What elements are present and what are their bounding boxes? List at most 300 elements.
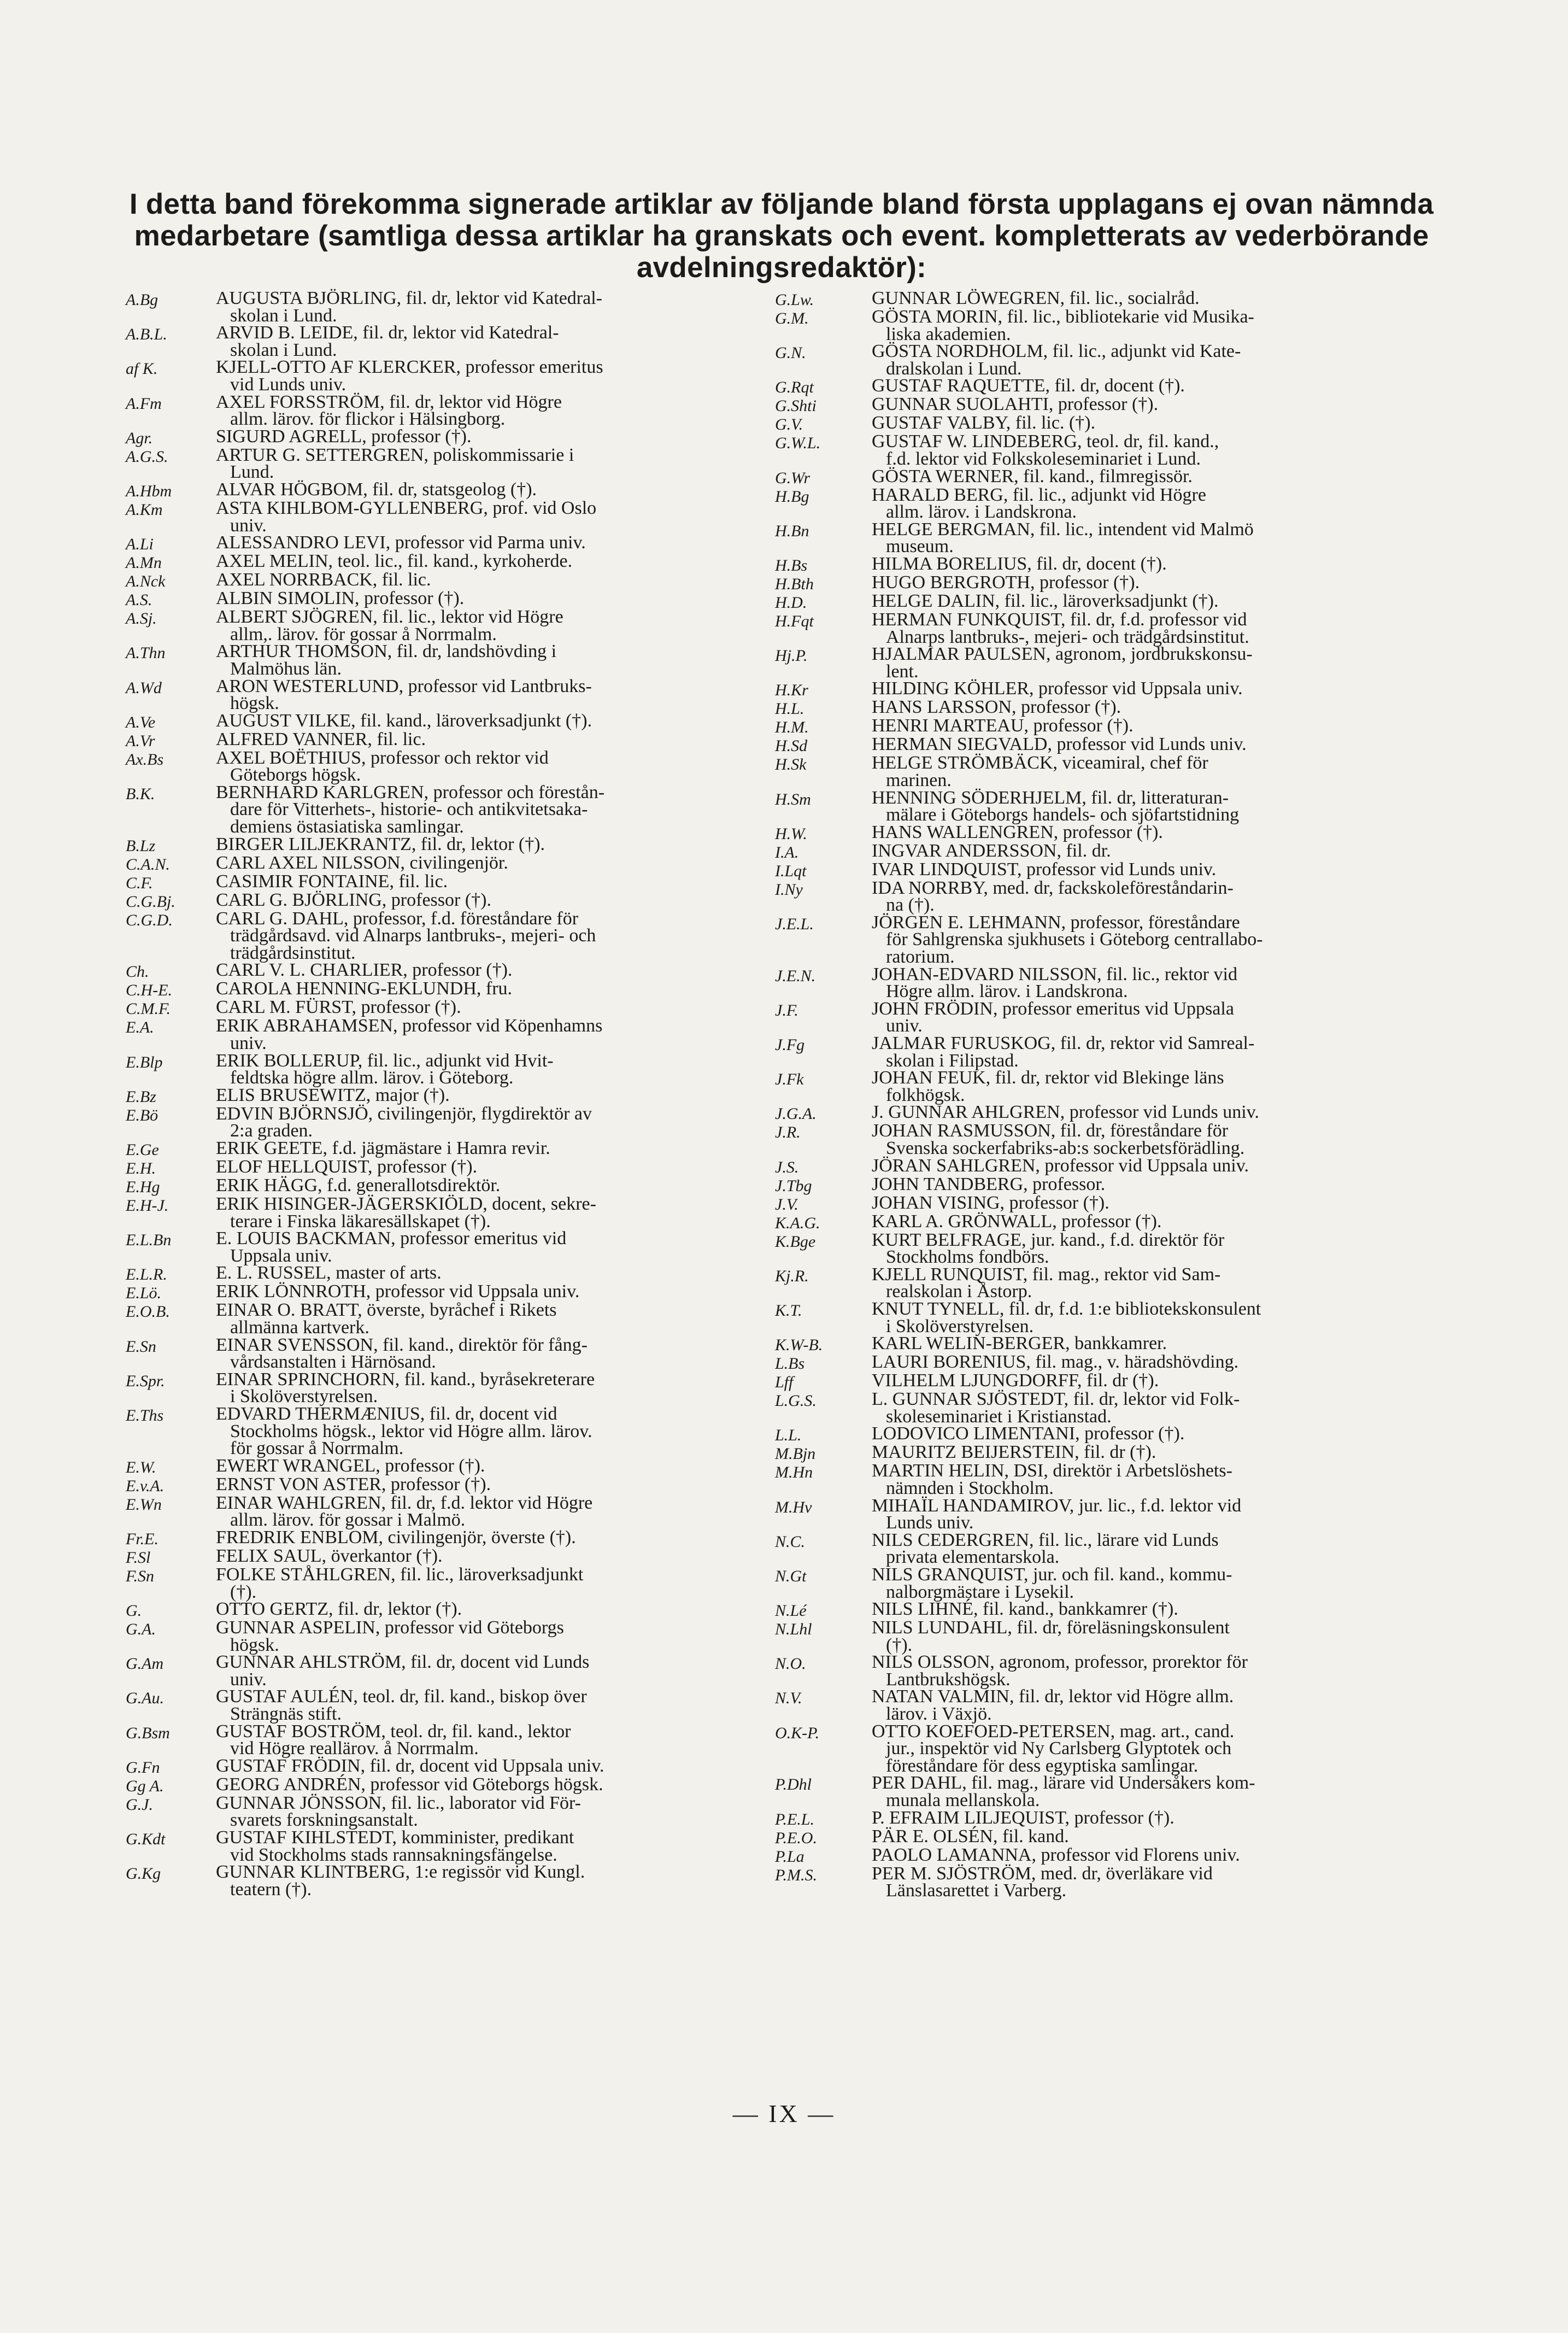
contributor-entry (126, 678, 749, 712)
header-line-2: medarbetare (samtliga dessa artiklar ha granskats och event. kompletterats av vederbörande (134, 220, 1429, 252)
description-line: dare för Vitterhets-, historie- och antikvitetsaka- (230, 799, 588, 820)
description-line: HARALD BERG, fil. lic., adjunkt vid Högre (872, 484, 1206, 505)
contributor-description (216, 391, 749, 430)
contributor-description (216, 497, 749, 536)
contributor-entry (126, 1195, 749, 1230)
header-line-1: I detta band förekomma signerade artiklar av följande bland första upplagans ej ovan nämnda (129, 188, 1434, 220)
contributor-description (872, 824, 1453, 841)
signature-abbreviation: E.W. (126, 1458, 156, 1476)
description-line: allm. lärov. för gossar i Malmö. (230, 1510, 466, 1531)
contributor-entry (775, 680, 1453, 699)
description-line: allmänna kartverk. (230, 1317, 369, 1338)
signature-abbreviation: Gg A. (126, 1777, 164, 1795)
description-line: AXEL NORRBACK, fil. lic. (216, 570, 431, 590)
description-line: GUSTAF KIHLSTEDT, komminister, predikant (216, 1827, 574, 1848)
contributor-entry (126, 749, 749, 784)
signature-abbreviation: E.Wn (126, 1495, 162, 1514)
contributor-entry (126, 359, 749, 393)
description-line: VILHELM LJUNGDORFF, fil. dr (†). (872, 1370, 1159, 1391)
contributor-entry (775, 1335, 1453, 1353)
contributor-description (872, 1157, 1453, 1175)
signature-abbreviation: A.Ve (126, 713, 156, 731)
contributor-description (216, 1283, 749, 1300)
contributor-entry (126, 1494, 749, 1529)
contributor-description (216, 590, 749, 607)
contributor-entry (126, 1776, 749, 1795)
description-line: JÖRGEN E. LEHMANN, professor, föreståndare (872, 912, 1240, 933)
contributor-description (216, 1757, 749, 1775)
description-line: AXEL MELIN, teol. lic., fil. kand., kyrkoherde. (216, 551, 573, 572)
contributor-description (872, 646, 1453, 680)
contributor-entry (775, 914, 1453, 966)
description-line: PAOLO LAMANNA, professor vid Florens univ. (872, 1844, 1240, 1865)
contributor-entry (126, 1529, 749, 1547)
signature-abbreviation: G.Lw. (775, 291, 814, 309)
description-line: CARL G. BJÖRLING, professor (†). (216, 889, 491, 910)
contributor-description (216, 1686, 749, 1725)
contributor-description (872, 1462, 1453, 1497)
contributor-description (872, 699, 1453, 716)
signature-abbreviation: G.A. (126, 1620, 156, 1639)
description-line: ARTHUR THOMSON, fil. dr, landshövding i (216, 641, 557, 662)
description-line: univ. (886, 1016, 923, 1036)
description-line: ERIK ABRAHAMSEN, professor vid Köpenhamns (216, 1016, 603, 1036)
description-line: LAURI BORENIUS, fil. mag., v. häradshövding. (872, 1352, 1239, 1373)
contributor-entry (775, 1000, 1453, 1035)
description-line: trädgårdsavd. vid Alnarps lantbruks-, mejeri- och (230, 925, 596, 946)
signature-abbreviation: P.M.S. (775, 1866, 817, 1884)
contributor-entry (775, 699, 1453, 717)
contributor-description (872, 1300, 1453, 1335)
signature-abbreviation: E.Lö. (126, 1284, 162, 1303)
signature-abbreviation: E.Blp (126, 1053, 163, 1071)
signature-abbreviation: N.V. (775, 1689, 802, 1708)
description-line: univ. (230, 515, 267, 536)
signature-abbreviation: J.V. (775, 1195, 798, 1214)
contributor-entry (126, 571, 749, 590)
description-line: IDA NORRBY, med. dr, fackskoleföreståndarin- (872, 877, 1234, 898)
contributor-entry (775, 824, 1453, 842)
description-line: nalborgmästare i Lysekil. (886, 1581, 1074, 1602)
description-line: teatern (†). (230, 1879, 312, 1900)
contributor-description (872, 680, 1453, 697)
description-line: E. LOUIS BACKMAN, professor emeritus vid (216, 1228, 567, 1249)
contributor-description (216, 1087, 749, 1104)
contributor-description (216, 608, 749, 643)
description-line: EDVIN BJÖRNSJÖ, civilingenjör, flygdirektör av (216, 1103, 592, 1124)
signature-abbreviation: C.F. (126, 874, 153, 892)
description-line: skolan i Lund. (230, 339, 337, 360)
description-line: AUGUSTA BJÖRLING, fil. dr, lektor vid Katedral- (216, 288, 602, 308)
contributor-entry (126, 1371, 749, 1405)
contributor-entry (126, 1334, 749, 1373)
contributor-entry (775, 754, 1453, 789)
contributor-description (872, 1035, 1453, 1069)
contributor-entry (775, 877, 1453, 916)
description-line: HILMA BORELIUS, fil. dr, docent (†). (872, 553, 1167, 574)
description-line: P. EFRAIM LILJEQUIST, professor (†). (872, 1807, 1174, 1828)
contributor-description (872, 861, 1453, 878)
right-column (775, 290, 1453, 1900)
contributor-entry (126, 1264, 749, 1283)
signature-abbreviation: G.M. (775, 309, 809, 327)
description-line: KJELL RUNQUIST, fil. mag., rektor vid Sam- (872, 1264, 1221, 1285)
signature-abbreviation: N.O. (775, 1655, 806, 1673)
contributor-entry (126, 608, 749, 643)
description-line: GÖSTA NORDHOLM, fil. lic., adjunkt vid Kate- (872, 341, 1241, 362)
contributor-entry (775, 1213, 1453, 1232)
contributor-description (872, 1444, 1453, 1461)
page-number: — IX — (732, 2100, 836, 2127)
signature-abbreviation: A.Thn (126, 644, 166, 663)
description-line: KNUT TYNELL, fil. dr, f.d. 1:e bibliotekskonsulent (872, 1298, 1261, 1319)
description-line: SIGURD AGRELL, professor (†). (216, 426, 472, 447)
description-line: skolan i Filipstad. (886, 1050, 1019, 1071)
contributor-entry (775, 1122, 1453, 1157)
description-line: HJALMAR PAULSEN, agronom, jordbrukskonsu- (872, 644, 1253, 665)
signature-abbreviation: G.Kdt (126, 1830, 166, 1849)
description-line: allm. lärov. för flickor i Hälsingborg. (230, 409, 506, 430)
description-line: ALBIN SIMOLIN, professor (†). (216, 588, 465, 609)
contributor-description (216, 1105, 749, 1140)
contributor-entry (775, 736, 1453, 754)
contributor-description (216, 784, 749, 836)
description-line: museum. (886, 536, 954, 557)
description-line: EDVARD THERMÆNIUS, fil. dr, docent vid (216, 1403, 557, 1424)
contributor-entry (775, 717, 1453, 736)
description-line: CARL G. DAHL, professor, f.d. föreståndare för (216, 908, 579, 929)
signature-abbreviation: H.M. (775, 718, 809, 737)
signature-abbreviation: A.G.S. (126, 447, 168, 466)
contributor-entry (775, 789, 1453, 824)
contributor-description (872, 789, 1453, 824)
contributor-entry (775, 396, 1453, 414)
contributor-entry (775, 1444, 1453, 1462)
contributor-entry (775, 1194, 1453, 1213)
contributor-entry (775, 1372, 1453, 1391)
contributor-entry (775, 1300, 1453, 1335)
contributor-description (872, 1069, 1453, 1104)
description-line: NILS OLSSON, agronom, professor, prorektor för (872, 1652, 1248, 1673)
signature-abbreviation: M.Bjn (775, 1445, 816, 1463)
contributor-entry (126, 1619, 749, 1654)
description-line: JOHAN-EDVARD NILSSON, fil. lic., rektor vid (872, 964, 1237, 984)
signature-abbreviation: E.A. (126, 1018, 154, 1037)
contributor-description (216, 1052, 749, 1087)
description-line: PÄR E. OLSÉN, fil. kand. (872, 1826, 1069, 1847)
signature-abbreviation: C.G.D. (126, 911, 173, 929)
description-line: trädgårdsinstitut. (230, 942, 356, 963)
signature-abbreviation: G.Wr (775, 468, 811, 487)
description-line: Malmöhus län. (230, 658, 342, 679)
contributor-description (216, 1158, 749, 1176)
contributor-entry (126, 1158, 749, 1177)
signature-abbreviation: A.Bg (126, 291, 158, 309)
signature-abbreviation: I.A. (775, 843, 799, 861)
contributor-entry (126, 590, 749, 608)
signature-abbreviation: M.Hn (775, 1463, 813, 1482)
signature-abbreviation: A.Mn (126, 554, 162, 572)
contributor-description (216, 359, 749, 393)
description-line: KURT BELFRAGE, jur. kand., f.d. direktör för (872, 1229, 1225, 1250)
contributor-entry (775, 1176, 1453, 1194)
contributor-description (872, 343, 1453, 377)
contributor-entry (775, 1157, 1453, 1176)
signature-abbreviation: J.E.N. (775, 966, 816, 985)
contributor-entry (775, 611, 1453, 646)
description-line: föreståndare för dess egyptiska samlingar. (886, 1755, 1199, 1776)
contributor-description (216, 1619, 749, 1654)
description-line: OTTO GERTZ, fil. dr, lektor (†). (216, 1599, 462, 1620)
signature-abbreviation: J.S. (775, 1158, 799, 1176)
signature-abbreviation: Hj.P. (775, 647, 808, 665)
contributor-description (872, 414, 1453, 432)
signature-abbreviation: A.Nck (126, 572, 166, 591)
signature-abbreviation: M.Hv (775, 1498, 812, 1516)
signature-abbreviation: Ax.Bs (126, 750, 164, 769)
contributor-entry (126, 854, 749, 873)
contributor-description (216, 1371, 749, 1405)
signature-abbreviation: E.Hg (126, 1178, 160, 1196)
description-line: ALBERT SJÖGREN, fil. lic., lektor vid Högre (216, 607, 563, 628)
description-line: allm,. lärov. för gossar å Norrmalm. (230, 624, 497, 644)
description-line: J. GUNNAR AHLGREN, professor vid Lunds univ. (872, 1102, 1259, 1123)
description-line: GUSTAF AULÉN, teol. dr, fil. kand., biskop över (216, 1686, 587, 1707)
description-line: JOHN FRÖDIN, professor emeritus vid Uppsala (872, 998, 1234, 1019)
description-line: feldtska högre allm. lärov. i Göteborg. (230, 1068, 514, 1088)
description-line: svarets forskningsanstalt. (230, 1810, 418, 1831)
signature-abbreviation: B.K. (126, 784, 155, 803)
contributor-description (872, 1425, 1453, 1443)
contributor-entry (775, 486, 1453, 521)
description-line: ERIK BOLLERUP, fil. lic., adjunkt vid Hvit- (216, 1050, 554, 1071)
signature-abbreviation: G.J. (126, 1795, 153, 1814)
signature-abbreviation: G.V. (775, 415, 803, 434)
description-line: högsk. (230, 1634, 279, 1655)
contributor-entry (126, 1177, 749, 1195)
description-line: privata elementarskola. (886, 1547, 1060, 1568)
description-line: FOLKE STÅHLGREN, fil. lic., läroverksadjunkt (216, 1564, 584, 1585)
description-line: vid Stockholms stads rannsakningsfängelse. (230, 1844, 557, 1865)
signature-abbreviation: A.Vr (126, 731, 155, 750)
signature-abbreviation: A.Fm (126, 394, 162, 413)
signature-abbreviation: H.D. (775, 593, 807, 612)
description-line: Stockholms högsk., lektor vid Högre allm. lärov. (230, 1421, 592, 1441)
signature-abbreviation: E.Ths (126, 1406, 164, 1425)
description-line: dralskolan i Lund. (886, 358, 1022, 379)
description-line: GUNNAR LÖWEGREN, fil. lic., socialråd. (872, 288, 1200, 308)
contributor-entry (775, 646, 1453, 680)
contributor-description (872, 1497, 1453, 1532)
description-line: Lunds univ. (886, 1513, 974, 1533)
description-line: NATAN VALMIN, fil. dr, lektor vid Högre allm. (872, 1686, 1234, 1707)
contributor-entry (126, 873, 749, 892)
signature-abbreviation: C.A.N. (126, 855, 170, 874)
signature-abbreviation: H.Kr (775, 681, 808, 700)
contributor-description (216, 678, 749, 712)
contributor-entry (775, 1035, 1453, 1069)
description-line: f.d. lektor vid Folkskoleseminariet i Lund. (886, 448, 1201, 469)
contributor-description (216, 731, 749, 748)
description-line: BERNHARD KARLGREN, professor och förestån- (216, 782, 605, 802)
contributor-description (216, 854, 749, 872)
description-line: jur., inspektör vid Ny Carlsberg Glyptotek och (886, 1738, 1232, 1759)
contributor-description (872, 1229, 1453, 1268)
contributor-description (216, 1177, 749, 1194)
contributor-description (216, 553, 749, 570)
contributor-entry (775, 521, 1453, 555)
contributor-entry (126, 999, 749, 1017)
contributor-description (216, 712, 749, 730)
contributor-entry (126, 1863, 749, 1898)
signature-abbreviation: E.v.A. (126, 1476, 165, 1495)
signature-abbreviation: H.Bg (775, 487, 809, 506)
contributor-entry (775, 861, 1453, 880)
description-line: JOHAN RASMUSSON, fil. dr, föreståndare för (872, 1121, 1229, 1141)
description-line: munala mellanskola. (886, 1790, 1040, 1811)
description-line: nämnden i Stockholm. (886, 1478, 1054, 1498)
contributor-description (872, 1844, 1453, 1865)
description-line: L. GUNNAR SJÖSTEDT, fil. dr, lektor vid Folk- (872, 1389, 1240, 1410)
contributor-description (216, 873, 749, 890)
signature-abbreviation: C.H-E. (126, 981, 172, 1000)
contributor-description (872, 966, 1453, 1000)
contributor-description (872, 1335, 1453, 1352)
signature-abbreviation: Lff (775, 1373, 794, 1392)
contributor-entry (126, 1087, 749, 1105)
description-line: mälare i Göteborgs handels- och sjöfartstidning (886, 805, 1240, 825)
contributor-entry (775, 1809, 1453, 1828)
signature-abbreviation: Fr.E. (126, 1529, 158, 1548)
description-line: högsk. (230, 693, 279, 714)
description-line: för Sahlgrenska sjukhusets i Göteborg centrallabo- (886, 929, 1263, 950)
contributor-description (216, 962, 749, 979)
contributor-entry (126, 1829, 749, 1863)
contributor-description (216, 1405, 749, 1457)
contributor-description (872, 1865, 1453, 1900)
signature-abbreviation: P.Dhl (775, 1775, 812, 1794)
signature-abbreviation: O.K-P. (775, 1724, 820, 1742)
description-line: GUSTAF BOSTRÖM, teol. dr, fil. kand., lektor (216, 1721, 571, 1742)
contributor-entry (775, 343, 1453, 377)
contributor-description (216, 1230, 749, 1264)
signature-abbreviation: G.Au. (126, 1689, 164, 1708)
description-line: i Skolöverstyrelsen. (230, 1386, 378, 1407)
contributor-entry (775, 377, 1453, 396)
contributor-description (216, 1302, 749, 1336)
description-line: ALFRED VANNER, fil. lic. (216, 729, 426, 749)
description-line: ARTUR G. SETTERGREN, poliskommissarie i (216, 444, 574, 465)
description-line: CAROLA HENNING-EKLUNDH, fru. (216, 978, 513, 999)
description-line: FREDRIK ENBLOM, civilingenjör, överste (†). (216, 1527, 576, 1547)
signature-abbreviation: L.G.S. (775, 1392, 817, 1410)
contributor-entry (126, 444, 749, 483)
contributor-description (872, 555, 1453, 573)
contributor-description (872, 468, 1453, 485)
contributor-description (216, 1723, 749, 1757)
description-line: CARL AXEL NILSSON, civilingenjör. (216, 852, 508, 873)
contributor-description (872, 396, 1453, 413)
contributor-description (872, 1176, 1453, 1193)
contributor-description (872, 842, 1453, 860)
contributor-entry (775, 1865, 1453, 1900)
contributor-description (872, 611, 1453, 646)
signature-abbreviation: E.Bz (126, 1087, 156, 1106)
contributor-description (872, 521, 1453, 555)
description-line: EWERT WRANGEL, professor (†). (216, 1455, 485, 1476)
description-line: Göteborgs högsk. (230, 765, 361, 786)
signature-abbreviation: H.Sm (775, 790, 811, 808)
description-line: AUGUST VILKE, fil. kand., läroverksadjunkt (†). (216, 710, 592, 731)
signature-abbreviation: H.Bth (775, 575, 814, 593)
signature-abbreviation: P.E.O. (775, 1828, 817, 1847)
signature-abbreviation: A.Wd (126, 678, 162, 697)
contributor-entry (775, 555, 1453, 574)
signature-abbreviation: G.Shti (775, 397, 817, 415)
contributor-description (216, 1457, 749, 1475)
signature-abbreviation: G. (126, 1602, 142, 1620)
contributor-description (216, 1476, 749, 1493)
contributor-entry (775, 1601, 1453, 1619)
description-line: ERNST VON ASTER, professor (†). (216, 1474, 491, 1494)
contributor-description (216, 290, 749, 324)
signature-abbreviation: N.C. (775, 1532, 806, 1551)
description-line: skolan i Lund. (230, 305, 337, 326)
description-line: NILS CEDERGREN, fil. lic., lärare vid Lunds (872, 1529, 1219, 1550)
contributor-description (872, 1601, 1453, 1618)
description-line: KARL WELIN-BERGER, bankkamrer. (872, 1333, 1167, 1354)
contributor-entry (775, 842, 1453, 861)
contributor-entry (775, 468, 1453, 486)
contributor-description (872, 1774, 1453, 1809)
description-line: HENRI MARTEAU, professor (†). (872, 716, 1134, 736)
description-line: JALMAR FURUSKOG, fil. dr, rektor vid Samreal- (872, 1033, 1255, 1054)
signature-abbreviation: L.Bs (775, 1355, 805, 1373)
contributor-entry (775, 414, 1453, 433)
contributor-entry (126, 1686, 749, 1725)
signature-abbreviation: N.Lé (775, 1602, 807, 1620)
signature-abbreviation: E.Spr. (126, 1371, 165, 1390)
signature-abbreviation: C.M.F. (126, 1000, 171, 1018)
signature-abbreviation: H.Sk (775, 755, 807, 774)
contributor-entry (126, 534, 749, 553)
description-line: vårdsanstalten i Härnösand. (230, 1352, 436, 1373)
signature-abbreviation: H.L. (775, 700, 804, 718)
description-line: GUSTAF W. LINDEBERG, teol. dr, fil. kand., (872, 431, 1219, 452)
contributor-description (872, 1104, 1453, 1121)
signature-abbreviation: G.W.L. (775, 434, 821, 453)
contributor-entry (126, 731, 749, 749)
signature-abbreviation: K.A.G. (775, 1214, 820, 1232)
description-line: JOHN TANDBERG, professor. (872, 1174, 1106, 1194)
contributor-entry (126, 1302, 749, 1336)
signature-abbreviation: E.L.Bn (126, 1231, 172, 1250)
contributor-description (216, 1829, 749, 1863)
contributor-description (872, 1353, 1453, 1371)
contributor-description (872, 1619, 1453, 1654)
description-line: KJELL-OTTO AF KLERCKER, professor emeritus (216, 357, 603, 378)
contributor-description (872, 1566, 1453, 1601)
signature-abbreviation: J.Fk (775, 1070, 804, 1089)
description-line: HUGO BERGROTH, professor (†). (872, 572, 1140, 593)
signature-abbreviation: J.E.L. (775, 915, 814, 933)
description-line: JOHAN VISING, professor (†). (872, 1192, 1109, 1213)
contributor-entry (775, 1529, 1453, 1568)
description-line: JÖRAN SAHLGREN, professor vid Uppsala univ. (872, 1155, 1249, 1176)
contributor-entry (775, 1353, 1453, 1372)
description-line: ERIK HÄGG, f.d. generallotsdirektör. (216, 1175, 501, 1195)
left-column (126, 290, 749, 1898)
